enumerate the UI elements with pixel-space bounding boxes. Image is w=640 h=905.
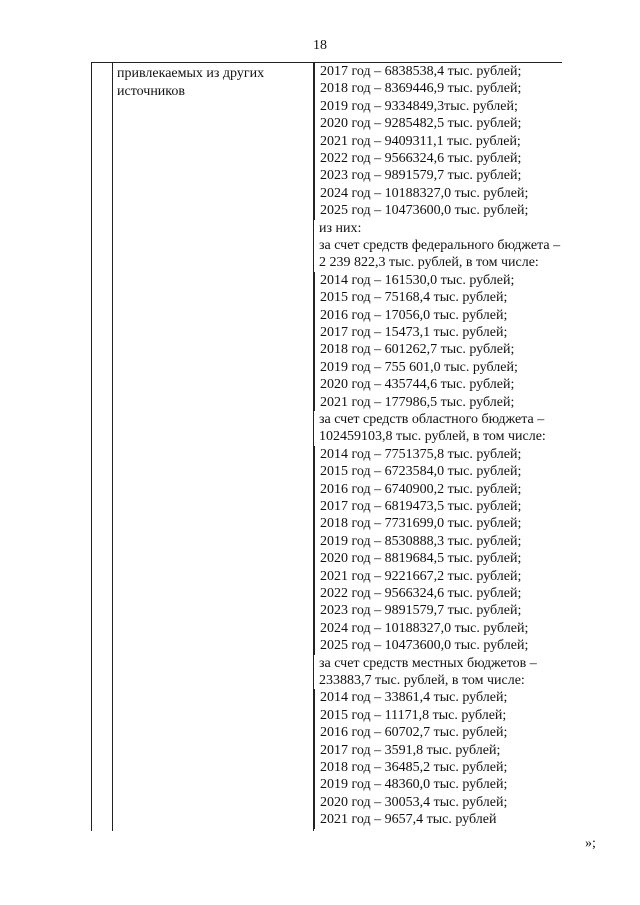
value-line-year: 2020 год – 9285482,5 тыс. рублей; [314,115,562,132]
value-line-heading: за счет средств местных бюджетов – [319,655,537,671]
value-line-year: 2025 год – 10473600,0 тыс. рублей; [314,202,562,219]
table-column-label [113,63,314,831]
value-line-year: 2015 год – 75168,4 тыс. рублей; [314,289,562,306]
table-column-values [314,63,562,831]
value-line-year: 2017 год – 6819473,5 тыс. рублей; [314,498,562,515]
value-line-year: 2018 год – 36485,2 тыс. рублей; [314,759,562,776]
value-line-year: 2014 год – 161530,0 тыс. рублей; [314,272,562,289]
value-line-year: 2022 год – 9566324,6 тыс. рублей; [314,585,562,602]
value-line-year: 2019 год – 48360,0 тыс. рублей; [314,776,562,793]
table-column-number [92,63,113,831]
value-line-year: 2025 год – 10473600,0 тыс. рублей; [314,637,562,654]
value-line-heading: из них: [319,220,362,236]
value-line-year: 2017 год – 6838538,4 тыс. рублей; [314,63,562,80]
page-number: 18 [313,38,327,53]
value-line-year: 2019 год – 9334849,3тыс. рублей; [314,98,562,115]
label-line: источников [117,83,186,99]
value-line-year: 2018 год – 8369446,9 тыс. рублей; [314,80,562,97]
value-line-year: 2016 год – 17056,0 тыс. рублей; [314,307,562,324]
value-line-year: 2016 год – 6740900,2 тыс. рублей; [314,481,562,498]
value-line-year: 2018 год – 7731699,0 тыс. рублей; [314,515,562,532]
value-line-heading: 2 239 822,3 тыс. рублей, в том числе: [319,255,539,271]
value-line-year: 2024 год – 10188327,0 тыс. рублей; [314,185,562,202]
value-line-year: 2024 год – 10188327,0 тыс. рублей; [314,620,562,637]
value-line-year: 2016 год – 60702,7 тыс. рублей; [314,724,562,741]
funding-table [91,62,562,831]
value-line-year: 2019 год – 8530888,3 тыс. рублей; [314,533,562,550]
value-line-year: 2021 год – 9409311,1 тыс. рублей; [314,133,562,150]
value-line-year: 2021 год – 9657,4 тыс. рублей [314,811,562,828]
value-line-heading: 233883,7 тыс. рублей, в том числе: [319,673,525,688]
value-line-year: 2023 год – 9891579,7 тыс. рублей; [314,602,562,619]
value-line-year: 2015 год – 6723584,0 тыс. рублей; [314,463,562,480]
value-line-year: 2014 год – 7751375,8 тыс. рублей; [314,446,562,463]
value-line-year: 2020 год – 8819684,5 тыс. рублей; [314,550,562,567]
value-line-heading: за счет средств областного бюджета – [319,412,545,427]
value-line-year: 2021 год – 9221667,2 тыс. рублей; [314,568,562,585]
value-line-year: 2014 год – 33861,4 тыс. рублей; [314,689,562,706]
value-line-year: 2017 год – 3591,8 тыс. рублей; [314,742,562,759]
value-line-year: 2017 год – 15473,1 тыс. рублей; [314,324,562,341]
value-line-year: 2022 год – 9566324,6 тыс. рублей; [314,150,562,167]
value-line-year: 2020 год – 30053,4 тыс. рублей; [314,794,562,811]
value-line-year: 2020 год – 435744,6 тыс. рублей; [314,376,562,393]
value-line-year: 2015 год – 11171,8 тыс. рублей; [314,707,562,724]
closing-mark: »; [585,836,596,851]
value-line-year: 2018 год – 601262,7 тыс. рублей; [314,341,562,358]
value-line-year: 2023 год – 9891579,7 тыс. рублей; [314,167,562,184]
value-line-year: 2021 год – 177986,5 тыс. рублей; [314,394,562,411]
label-cell [113,63,313,100]
value-line-year: 2019 год – 755 601,0 тыс. рублей; [314,359,562,376]
label-line: привлекаемых из других [117,66,265,81]
value-line-heading: 102459103,8 тыс. рублей, в том числе: [319,429,546,445]
value-line-heading: за счет средств федерального бюджета – [319,238,561,253]
